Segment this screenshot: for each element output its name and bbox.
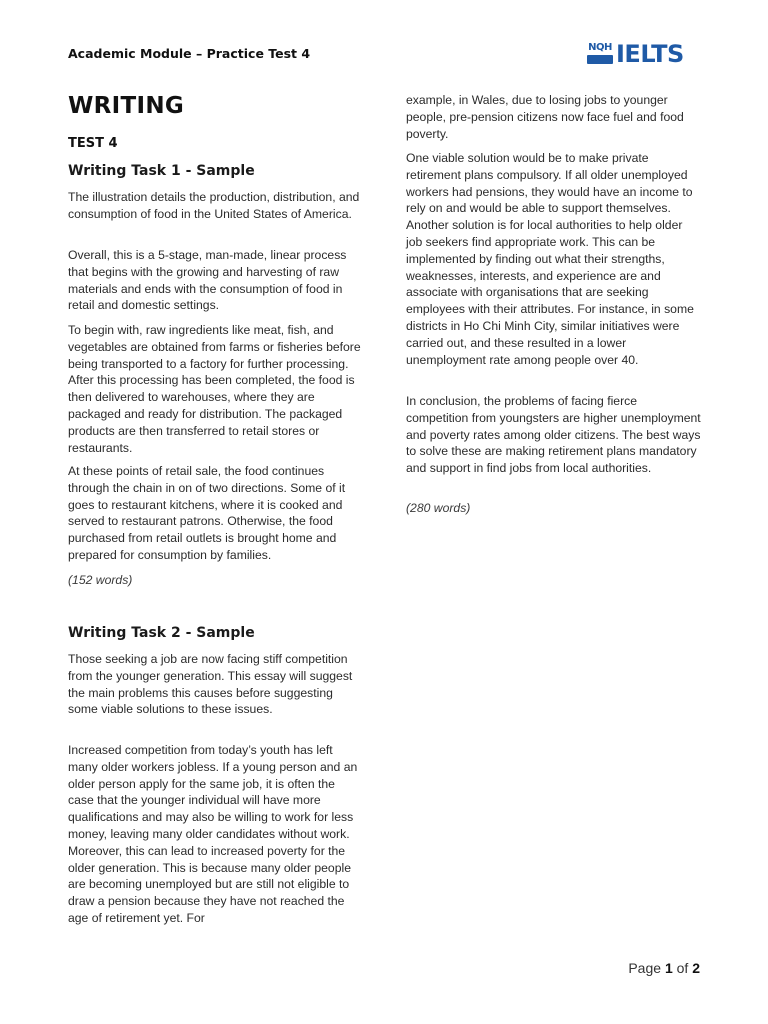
- task2-word-count: (280 words): [406, 501, 471, 515]
- module-title: Academic Module – Practice Test 4: [68, 46, 311, 61]
- task1-paragraph: Overall, this is a 5-stage, man-made, linear process that begins with the growing and harvesting of raw materials and ends with the consumption of food in retail and domestic settings.: [68, 248, 347, 313]
- logo-badge-bar: [587, 55, 613, 64]
- task2-heading: Writing Task 2 - Sample: [68, 625, 255, 641]
- of-word: of: [676, 960, 689, 976]
- ielts-logo: [586, 40, 686, 68]
- task1-paragraph: At these points of retail sale, the food continues through the chain in on of two directions. Some of it goes to restaurant kitchens, where it is cooked and served to restaurant patrons. Otherwise, the food purchased from retail outlets is brought home and prepared for consumption by families.: [68, 464, 346, 562]
- task2-paragraph: One viable solution would be to make private retirement plans compulsory. If all older unemployed workers had pensions, they would have an income to rely on and would be able to support themselves. Another solution is for local authorities to help older job seekers find appropriate work. This can be implemented by finding out what their strengths, weaknesses, interests, and experience are and associate with organisations that are seeking employees with their attributes. For instance, in some districts in Ho Chi Minh City, similar initiatives were carried out, and these resulted in a lower unemployment rate among people over 40.: [406, 151, 694, 367]
- task2-paragraph: Increased competition from today’s youth has left many older workers jobless. If a young person and an older person apply for the same job, it is often the case that the younger individual will have more qualifications and may also be willing to work for less money, leaving many older candidates without work. Moreover, this can lead to increased poverty for the older generation. This is because many older people are becoming unemployed but are still not eligible to draw a pension because they have not reached the age of retirement yet. For: [68, 743, 358, 925]
- test-heading: TEST 4: [68, 136, 118, 151]
- task2-paragraph: example, in Wales, due to losing jobs to younger people, pre-pension citizens now face fuel and food poverty.: [406, 93, 684, 141]
- task2-paragraph: In conclusion, the problems of facing fierce competition from youngsters are higher unemployment and poverty rates among older citizens. The best ways to solve these are making retirement plans mandatory and support in find jobs from local authorities.: [406, 394, 701, 476]
- task1-heading: Writing Task 1 - Sample: [68, 163, 255, 179]
- task1-paragraph: The illustration details the production, distribution, and consumption of food in the United States of America.: [68, 190, 360, 221]
- page-number: [628, 960, 700, 976]
- current-page: 1: [664, 960, 673, 976]
- logo-badge: [586, 41, 614, 67]
- logo-badge-text: NQH: [588, 42, 612, 53]
- task2-paragraph: Those seeking a job are now facing stiff competition from the younger generation. This essay will suggest the main problems this causes before suggesting some viable solutions to these issues.: [68, 652, 353, 717]
- task1-paragraph: To begin with, raw ingredients like meat, fish, and vegetables are obtained from farms or fisheries before being transported to a factory for further processing. After this processing has been completed, the food is then delivered to warehouses, where they are packaged and ready for distribution. The packaged products are then transferred to retail stores or restaurants.: [68, 323, 361, 455]
- task1-word-count: (152 words): [68, 573, 133, 587]
- logo-text: IELTS: [616, 40, 684, 68]
- page-word: Page: [628, 960, 662, 976]
- total-pages: 2: [692, 960, 700, 976]
- section-heading: WRITING: [68, 93, 185, 119]
